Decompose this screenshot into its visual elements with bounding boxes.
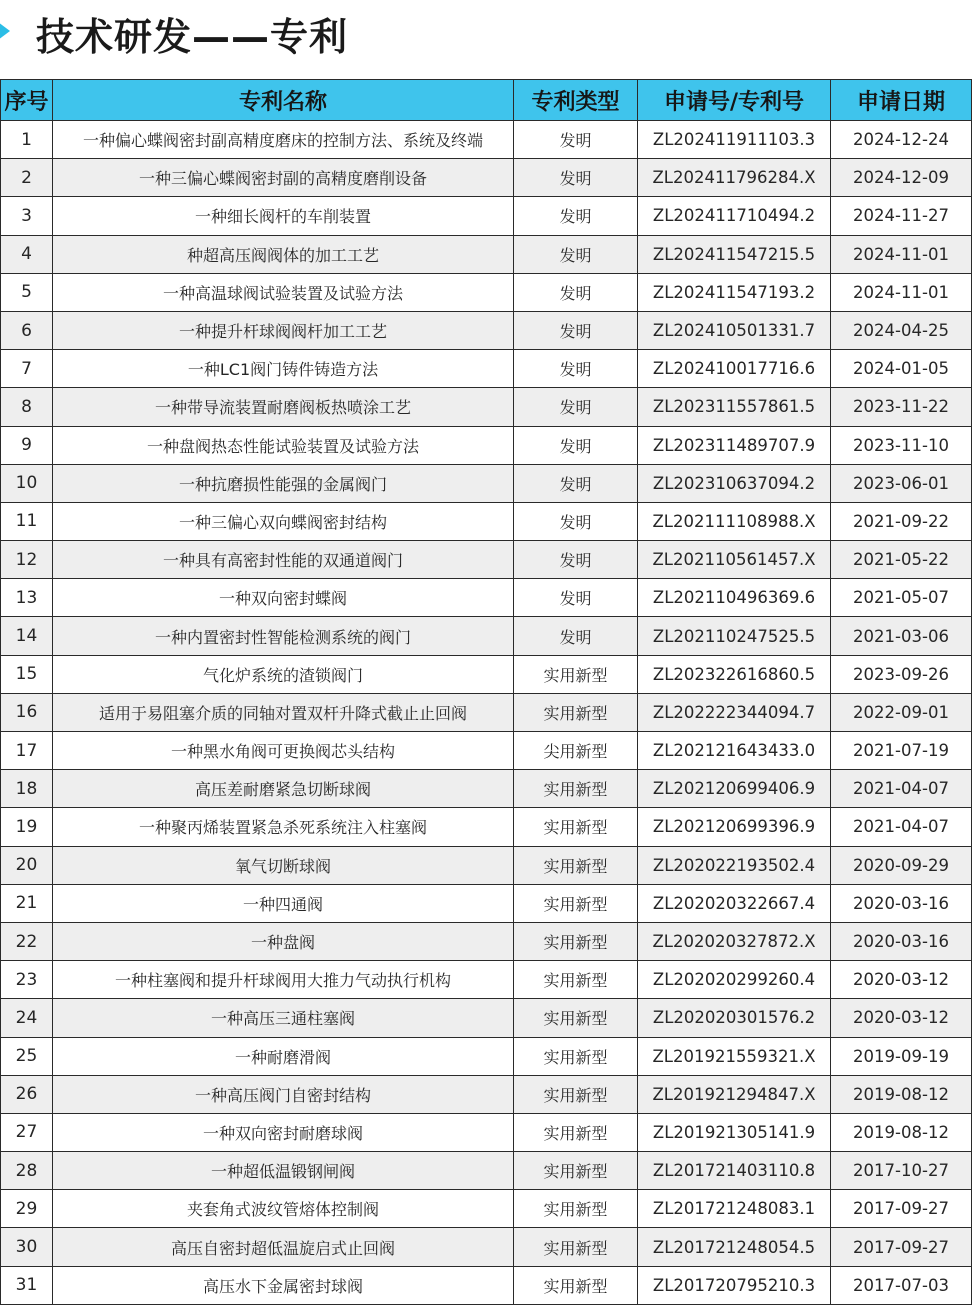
cell-seq: 21 bbox=[1, 884, 53, 922]
cell-date: 2021-09-22 bbox=[831, 502, 972, 540]
cell-seq: 9 bbox=[1, 426, 53, 464]
cell-seq: 1 bbox=[1, 121, 53, 159]
cell-date: 2021-04-07 bbox=[831, 770, 972, 808]
cell-number: ZL202110247525.5 bbox=[638, 617, 831, 655]
cell-date: 2024-12-09 bbox=[831, 159, 972, 197]
cell-seq: 29 bbox=[1, 1190, 53, 1228]
cell-seq: 2 bbox=[1, 159, 53, 197]
cell-seq: 19 bbox=[1, 808, 53, 846]
table-row bbox=[1, 197, 972, 235]
table-row bbox=[1, 770, 972, 808]
cell-type: 发明 bbox=[514, 617, 638, 655]
cell-type: 发明 bbox=[514, 121, 638, 159]
cell-number: ZL201720795210.3 bbox=[638, 1266, 831, 1304]
table-row bbox=[1, 579, 972, 617]
cell-name: 一种聚丙烯装置紧急杀死系统注入柱塞阀 bbox=[53, 808, 514, 846]
table-row bbox=[1, 502, 972, 540]
cell-type: 尖用新型 bbox=[514, 732, 638, 770]
cell-type: 实用新型 bbox=[514, 846, 638, 884]
cell-type: 发明 bbox=[514, 388, 638, 426]
cell-date: 2021-07-19 bbox=[831, 732, 972, 770]
cell-number: ZL202110561457.X bbox=[638, 541, 831, 579]
cell-name: 一种三偏心蝶阀密封副的高精度磨削设备 bbox=[53, 159, 514, 197]
cell-name: 一种提升杆球阀阀杆加工工艺 bbox=[53, 311, 514, 349]
cell-type: 实用新型 bbox=[514, 922, 638, 960]
cell-number: ZL202121643433.0 bbox=[638, 732, 831, 770]
table-row bbox=[1, 1266, 972, 1304]
cell-date: 2020-03-12 bbox=[831, 999, 972, 1037]
table-row bbox=[1, 732, 972, 770]
cell-type: 发明 bbox=[514, 197, 638, 235]
cell-name: 适用于易阻塞介质的同轴对置双杆升降式截止止回阀 bbox=[53, 693, 514, 731]
cell-number: ZL202311489707.9 bbox=[638, 426, 831, 464]
cell-number: ZL202411911103.3 bbox=[638, 121, 831, 159]
table-row bbox=[1, 922, 972, 960]
cell-number: ZL201721403110.8 bbox=[638, 1152, 831, 1190]
cell-seq: 24 bbox=[1, 999, 53, 1037]
cell-seq: 6 bbox=[1, 311, 53, 349]
cell-name: 高压水下金属密封球阀 bbox=[53, 1266, 514, 1304]
table-row bbox=[1, 541, 972, 579]
cell-type: 发明 bbox=[514, 311, 638, 349]
cell-type: 发明 bbox=[514, 235, 638, 273]
cell-number: ZL201921305141.9 bbox=[638, 1113, 831, 1151]
cell-name: 一种三偏心双向蝶阀密封结构 bbox=[53, 502, 514, 540]
cell-type: 发明 bbox=[514, 579, 638, 617]
cell-date: 2019-09-19 bbox=[831, 1037, 972, 1075]
table-row bbox=[1, 1037, 972, 1075]
cell-number: ZL202410501331.7 bbox=[638, 311, 831, 349]
table-row bbox=[1, 350, 972, 388]
table-row bbox=[1, 846, 972, 884]
cell-name: 一种高压阀门自密封结构 bbox=[53, 1075, 514, 1113]
cell-seq: 18 bbox=[1, 770, 53, 808]
cell-type: 发明 bbox=[514, 273, 638, 311]
cell-number: ZL202020299260.4 bbox=[638, 961, 831, 999]
cell-seq: 26 bbox=[1, 1075, 53, 1113]
cell-date: 2019-08-12 bbox=[831, 1075, 972, 1113]
cell-number: ZL202120699396.9 bbox=[638, 808, 831, 846]
cell-name: 一种内置密封性智能检测系统的阀门 bbox=[53, 617, 514, 655]
cell-date: 2024-04-25 bbox=[831, 311, 972, 349]
cell-type: 实用新型 bbox=[514, 1190, 638, 1228]
cell-name: 一种高温球阀试验装置及试验方法 bbox=[53, 273, 514, 311]
cell-number: ZL202322616860.5 bbox=[638, 655, 831, 693]
cell-seq: 14 bbox=[1, 617, 53, 655]
table-row bbox=[1, 159, 972, 197]
cell-number: ZL202410017716.6 bbox=[638, 350, 831, 388]
cell-name: 一种抗磨损性能强的金属阀门 bbox=[53, 464, 514, 502]
cell-date: 2024-11-01 bbox=[831, 235, 972, 273]
cell-type: 实用新型 bbox=[514, 1037, 638, 1075]
table-row bbox=[1, 808, 972, 846]
cell-date: 2020-03-16 bbox=[831, 922, 972, 960]
cell-date: 2023-11-22 bbox=[831, 388, 972, 426]
cell-type: 发明 bbox=[514, 159, 638, 197]
cell-number: ZL202120699406.9 bbox=[638, 770, 831, 808]
cell-name: 一种偏心蝶阀密封副高精度磨床的控制方法、系统及终端 bbox=[53, 121, 514, 159]
cell-type: 实用新型 bbox=[514, 655, 638, 693]
cell-name: 一种黑水角阀可更换阀芯头结构 bbox=[53, 732, 514, 770]
table-row bbox=[1, 617, 972, 655]
cell-seq: 23 bbox=[1, 961, 53, 999]
header-seq: 序号 bbox=[1, 80, 53, 121]
cell-date: 2019-08-12 bbox=[831, 1113, 972, 1151]
cell-type: 发明 bbox=[514, 426, 638, 464]
table-row bbox=[1, 1113, 972, 1151]
cell-number: ZL202022193502.4 bbox=[638, 846, 831, 884]
table-row bbox=[1, 1190, 972, 1228]
cell-type: 发明 bbox=[514, 350, 638, 388]
cell-name: 一种LC1阀门铸件铸造方法 bbox=[53, 350, 514, 388]
table-row bbox=[1, 999, 972, 1037]
cell-seq: 13 bbox=[1, 579, 53, 617]
cell-seq: 17 bbox=[1, 732, 53, 770]
cell-seq: 12 bbox=[1, 541, 53, 579]
cell-type: 实用新型 bbox=[514, 770, 638, 808]
table-row bbox=[1, 655, 972, 693]
cell-type: 发明 bbox=[514, 464, 638, 502]
cell-name: 一种盘阀热态性能试验装置及试验方法 bbox=[53, 426, 514, 464]
cell-date: 2017-10-27 bbox=[831, 1152, 972, 1190]
cell-name: 一种双向密封蝶阀 bbox=[53, 579, 514, 617]
cell-number: ZL202110496369.6 bbox=[638, 579, 831, 617]
table-row bbox=[1, 311, 972, 349]
header-number: 申请号/专利号 bbox=[638, 80, 831, 121]
cell-date: 2021-05-22 bbox=[831, 541, 972, 579]
cell-name: 高压自密封超低温旋启式止回阀 bbox=[53, 1228, 514, 1266]
cell-date: 2023-06-01 bbox=[831, 464, 972, 502]
table-row bbox=[1, 426, 972, 464]
cell-name: 一种高压三通柱塞阀 bbox=[53, 999, 514, 1037]
cell-name: 一种细长阀杆的车削装置 bbox=[53, 197, 514, 235]
cell-date: 2020-09-29 bbox=[831, 846, 972, 884]
cell-number: ZL202310637094.2 bbox=[638, 464, 831, 502]
cell-date: 2021-04-07 bbox=[831, 808, 972, 846]
cell-date: 2024-11-27 bbox=[831, 197, 972, 235]
cell-type: 实用新型 bbox=[514, 999, 638, 1037]
cell-number: ZL201721248054.5 bbox=[638, 1228, 831, 1266]
cell-name: 种超高压阀阀体的加工工艺 bbox=[53, 235, 514, 273]
cell-seq: 30 bbox=[1, 1228, 53, 1266]
cell-type: 发明 bbox=[514, 502, 638, 540]
cell-seq: 16 bbox=[1, 693, 53, 731]
cell-seq: 27 bbox=[1, 1113, 53, 1151]
cell-seq: 3 bbox=[1, 197, 53, 235]
cell-number: ZL202411796284.X bbox=[638, 159, 831, 197]
cell-date: 2024-12-24 bbox=[831, 121, 972, 159]
cell-number: ZL201921294847.X bbox=[638, 1075, 831, 1113]
cell-name: 氧气切断球阀 bbox=[53, 846, 514, 884]
cell-date: 2024-01-05 bbox=[831, 350, 972, 388]
table-row bbox=[1, 388, 972, 426]
cell-seq: 5 bbox=[1, 273, 53, 311]
cell-seq: 22 bbox=[1, 922, 53, 960]
table-header-row bbox=[1, 80, 972, 121]
cell-number: ZL202411547215.5 bbox=[638, 235, 831, 273]
table-row bbox=[1, 961, 972, 999]
cell-type: 实用新型 bbox=[514, 884, 638, 922]
cell-name: 一种具有高密封性能的双通道阀门 bbox=[53, 541, 514, 579]
cell-number: ZL202222344094.7 bbox=[638, 693, 831, 731]
cell-date: 2020-03-12 bbox=[831, 961, 972, 999]
cell-date: 2023-11-10 bbox=[831, 426, 972, 464]
cell-number: ZL202411547193.2 bbox=[638, 273, 831, 311]
cell-date: 2017-09-27 bbox=[831, 1228, 972, 1266]
cell-name: 一种盘阀 bbox=[53, 922, 514, 960]
cell-seq: 11 bbox=[1, 502, 53, 540]
table-row bbox=[1, 121, 972, 159]
cell-name: 一种柱塞阀和提升杆球阀用大推力气动执行机构 bbox=[53, 961, 514, 999]
cell-seq: 20 bbox=[1, 846, 53, 884]
cell-number: ZL202020322667.4 bbox=[638, 884, 831, 922]
cell-type: 实用新型 bbox=[514, 961, 638, 999]
cell-number: ZL202311557861.5 bbox=[638, 388, 831, 426]
cell-name: 一种超低温锻钢闸阀 bbox=[53, 1152, 514, 1190]
cell-number: ZL201921559321.X bbox=[638, 1037, 831, 1075]
cell-date: 2020-03-16 bbox=[831, 884, 972, 922]
page-title: 技术研发——专利 bbox=[36, 15, 349, 59]
table-row bbox=[1, 693, 972, 731]
cell-type: 实用新型 bbox=[514, 1075, 638, 1113]
cell-date: 2021-05-07 bbox=[831, 579, 972, 617]
cell-type: 实用新型 bbox=[514, 808, 638, 846]
cell-date: 2024-11-01 bbox=[831, 273, 972, 311]
table-row bbox=[1, 1075, 972, 1113]
table-row bbox=[1, 273, 972, 311]
cell-seq: 8 bbox=[1, 388, 53, 426]
cell-number: ZL201721248083.1 bbox=[638, 1190, 831, 1228]
cell-type: 实用新型 bbox=[514, 1113, 638, 1151]
cell-date: 2017-07-03 bbox=[831, 1266, 972, 1304]
cell-number: ZL202411710494.2 bbox=[638, 197, 831, 235]
cell-date: 2017-09-27 bbox=[831, 1190, 972, 1228]
cell-type: 实用新型 bbox=[514, 693, 638, 731]
table-row bbox=[1, 235, 972, 273]
cell-seq: 7 bbox=[1, 350, 53, 388]
cell-date: 2022-09-01 bbox=[831, 693, 972, 731]
header-date: 申请日期 bbox=[831, 80, 972, 121]
cell-name: 一种双向密封耐磨球阀 bbox=[53, 1113, 514, 1151]
cell-number: ZL202020301576.2 bbox=[638, 999, 831, 1037]
cell-name: 高压差耐磨紧急切断球阀 bbox=[53, 770, 514, 808]
cell-type: 实用新型 bbox=[514, 1228, 638, 1266]
cell-name: 一种耐磨滑阀 bbox=[53, 1037, 514, 1075]
table-row bbox=[1, 464, 972, 502]
cell-name: 气化炉系统的渣锁阀门 bbox=[53, 655, 514, 693]
cell-type: 实用新型 bbox=[514, 1152, 638, 1190]
cell-name: 一种带导流装置耐磨阀板热喷涂工艺 bbox=[53, 388, 514, 426]
table-body bbox=[1, 121, 972, 1305]
cell-number: ZL202020327872.X bbox=[638, 922, 831, 960]
cell-seq: 28 bbox=[1, 1152, 53, 1190]
cell-type: 发明 bbox=[514, 541, 638, 579]
table-row bbox=[1, 1228, 972, 1266]
chevron-right-icon bbox=[0, 22, 10, 40]
cell-seq: 15 bbox=[1, 655, 53, 693]
cell-name: 夹套角式波纹管熔体控制阀 bbox=[53, 1190, 514, 1228]
header-type: 专利类型 bbox=[514, 80, 638, 121]
cell-seq: 25 bbox=[1, 1037, 53, 1075]
cell-type: 实用新型 bbox=[514, 1266, 638, 1304]
table-row bbox=[1, 884, 972, 922]
cell-name: 一种四通阀 bbox=[53, 884, 514, 922]
cell-seq: 10 bbox=[1, 464, 53, 502]
header-name: 专利名称 bbox=[53, 80, 514, 121]
cell-seq: 31 bbox=[1, 1266, 53, 1304]
cell-number: ZL202111108988.X bbox=[638, 502, 831, 540]
page-header bbox=[0, 0, 973, 64]
cell-seq: 4 bbox=[1, 235, 53, 273]
cell-date: 2023-09-26 bbox=[831, 655, 972, 693]
cell-date: 2021-03-06 bbox=[831, 617, 972, 655]
table-row bbox=[1, 1152, 972, 1190]
patent-table bbox=[0, 79, 972, 1305]
